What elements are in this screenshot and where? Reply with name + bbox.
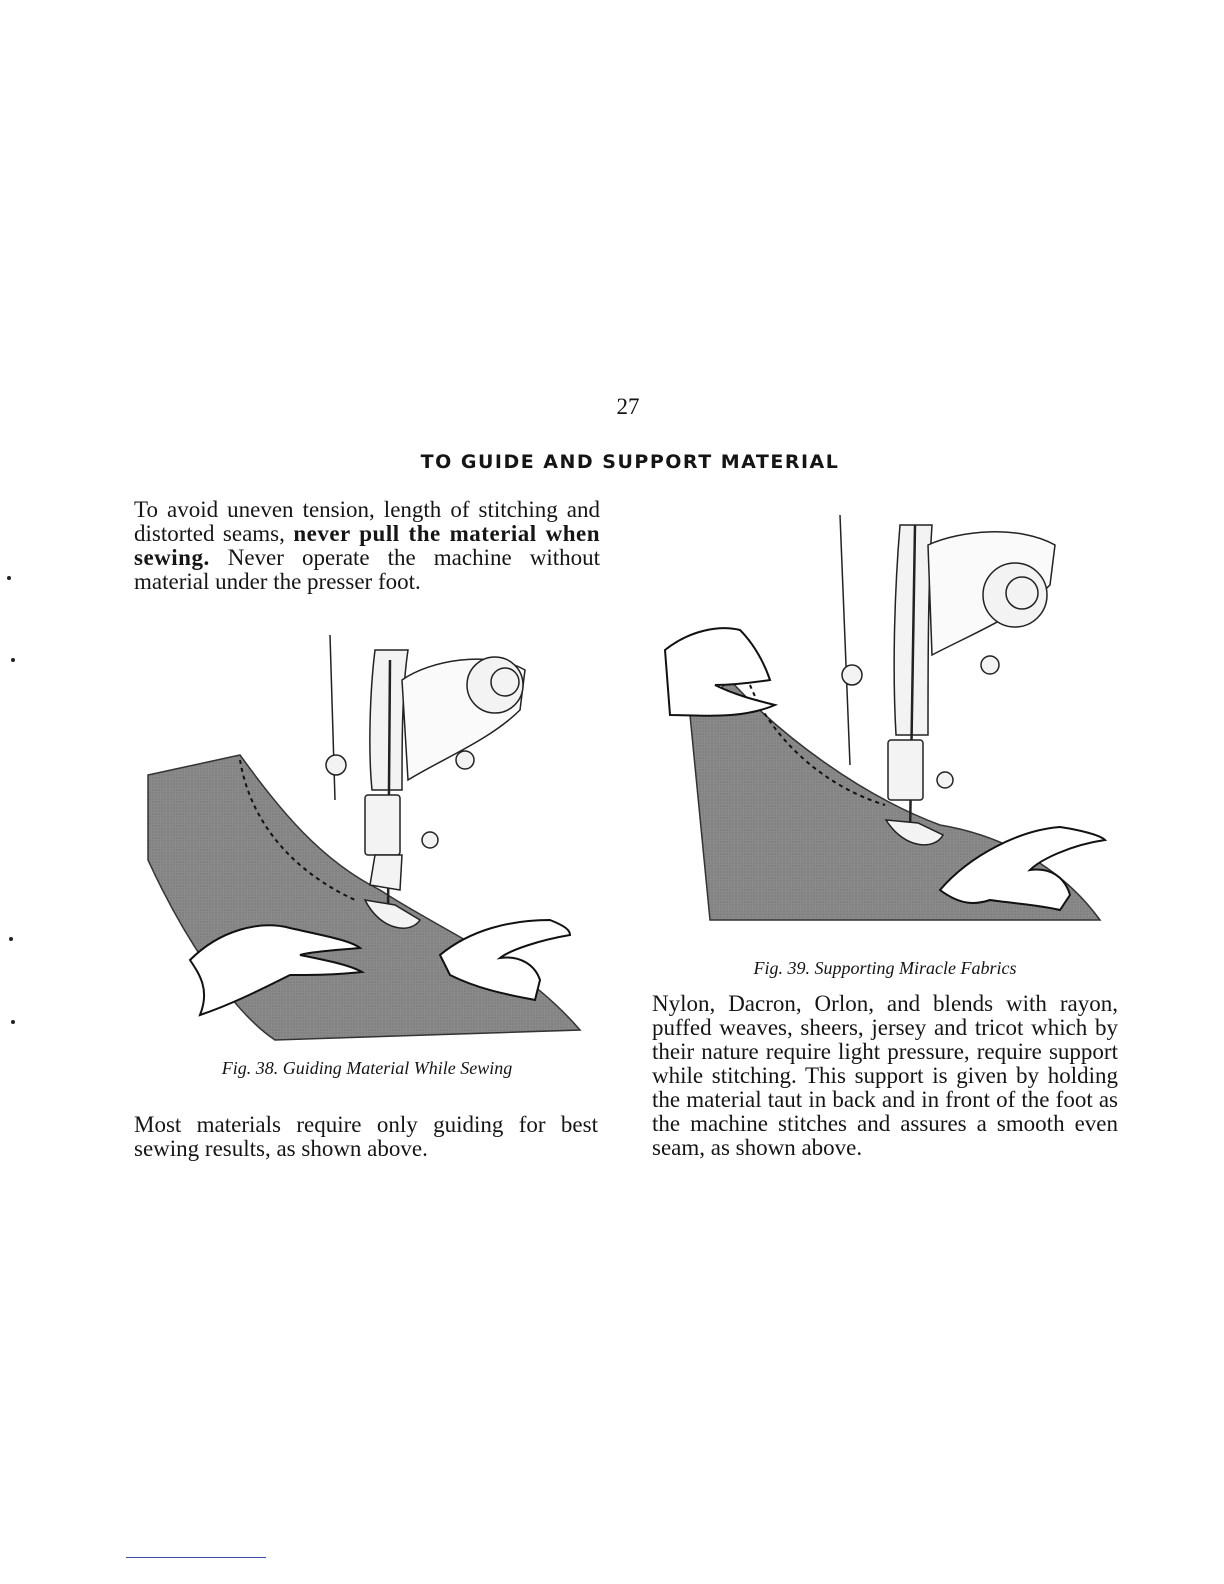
scan-mark [7, 576, 11, 580]
footer-rule [126, 1557, 266, 1558]
intro-text-1: To avoid uneven tension, length of stitching and distorted seams, [134, 497, 600, 546]
intro-text-2: Never operate the machine without material under the presser foot. [134, 545, 600, 594]
section-heading: TO GUIDE AND SUPPORT MATERIAL [420, 451, 840, 473]
figure-39-caption: Fig. 39. Supporting Miracle Fabrics [753, 958, 1017, 978]
scan-mark [11, 658, 15, 662]
figure-39-illustration [660, 505, 1120, 935]
figure-38-illustration [140, 630, 600, 1050]
right-bottom-paragraph: Nylon, Dacron, Orlon, and blends with rayon, puffed weaves, sheers, jersey and tricot which by their nature require light pressure, require support while stitching. This support is given by holding the material taut in back and in front of the foot as the machine stitches and assures a smooth even seam, as shown above. [652, 991, 1118, 1160]
page-number: 27 [616, 394, 640, 419]
intro-bold-text: never pull the material when sewing. [134, 521, 600, 570]
figure-38-caption: Fig. 38. Guiding Material While Sewing [221, 1058, 513, 1078]
intro-paragraph [134, 498, 600, 594]
scan-mark [9, 937, 13, 941]
scan-mark [11, 1020, 15, 1024]
left-bottom-paragraph: Most materials require only guiding for best sewing results, as shown above. [134, 1112, 598, 1161]
